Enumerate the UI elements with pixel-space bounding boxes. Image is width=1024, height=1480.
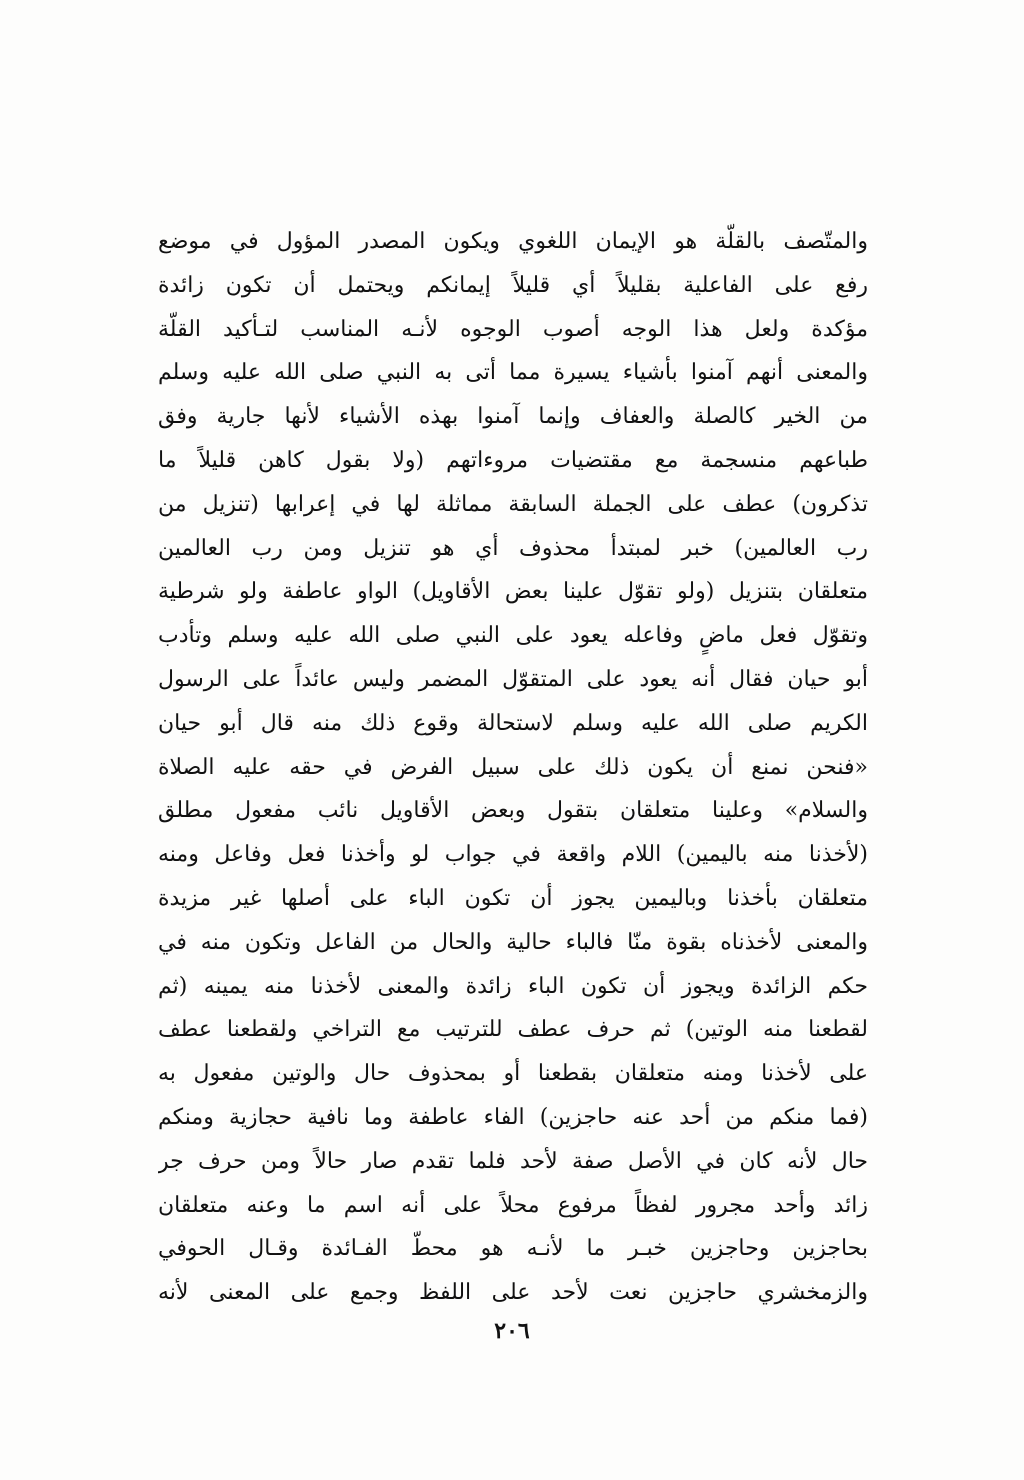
text-line: متعلقان بأخذنا وباليمين يجوز أن تكون الباء على أصلها غير مزيدة — [158, 885, 868, 911]
text-line: متعلقان بتنزيل (ولو تقوّل علينا بعض الأقاويل) الواو عاطفة ولو شرطية — [158, 579, 868, 605]
text-line: زائد وأحد مجرور لفظاً مرفوع محلاً على أنه اسم ما وعنه متعلقان — [158, 1192, 868, 1218]
text-line: على لأخذنا ومنه متعلقان بقطعنا أو بمحذوف حال والوتين مفعول به — [158, 1061, 868, 1087]
text-line: رب العالمين) خبر لمبتدأ محذوف أي هو تنزيل ومن رب العالمين — [158, 535, 868, 561]
text-line: والمعنى لأخذناه بقوة منّا فالباء حالية والحال من الفاعل وتكون منه في — [158, 929, 868, 955]
text-line: مؤكدة ولعل هذا الوجه أصوب الوجوه لأنـه المناسب لتـأكيد القلّة — [158, 316, 868, 342]
text-line: بحاجزين وحاجزين خبـر ما لأنـه هو محطّ الفـائدة وقـال الحوفي — [158, 1236, 868, 1262]
text-line: رفع على الفاعلية بقليلاً أي قليلاً إيمانكم ويحتمل أن تكون زائدة — [158, 272, 868, 298]
page-number: ٢٠٦ — [494, 1318, 530, 1344]
text-line: والزمخشري حاجزين نعت لأحد على اللفظ وجمع على المعنى لأنه — [158, 1280, 868, 1306]
text-line: والمعنى أنهم آمنوا بأشياء يسيرة مما أتى به النبي صلى الله عليه وسلم — [158, 360, 868, 386]
text-line: (لأخذنا منه باليمين) اللام واقعة في جواب لو وأخذنا فعل وفاعل ومنه — [158, 842, 868, 868]
text-line: والمتّصف بالقلّة هو الإيمان اللغوي ويكون المصدر المؤول في موضع — [158, 229, 868, 254]
text-line: من الخير كالصلة والعفاف وإنما آمنوا بهذه الأشياء لأنها جارية وفق — [158, 404, 868, 430]
text-line: لقطعنا منه الوتين) ثم حرف عطف للترتيب مع التراخي ولقطعنا عطف — [158, 1017, 868, 1043]
text-line: حكم الزائدة ويجوز أن تكون الباء زائدة والمعنى لأخذنا منه يمينه (ثم — [158, 973, 868, 999]
body-text — [158, 220, 868, 1315]
text-line: وتقوّل فعل ماضٍ وفاعله يعود على النبي صلى الله عليه وسلم وتأدب — [158, 623, 868, 649]
text-line: والسلام» وعلينا متعلقان بتقول وبعض الأقاويل نائب مفعول مطلق — [158, 798, 868, 824]
text-line: أبو حيان فقال أنه يعود على المتقوّل المضمر وليس عائداً على الرسول — [158, 666, 868, 692]
text-line: (فما منكم من أحد عنه حاجزين) الفاء عاطفة وما نافية حجازية ومنكم — [158, 1104, 868, 1130]
text-line: الكريم صلى الله عليه وسلم لاستحالة وقوع ذلك منه قال أبو حيان — [158, 710, 868, 736]
text-line: طباعهم منسجمة مع مقتضيات مروءاتهم (ولا بقول كاهن قليلاً ما — [158, 447, 868, 473]
text-line: حال لأنه كان في الأصل صفة لأحد فلما تقدم صار حالاً ومن حرف جر — [158, 1148, 868, 1174]
text-line: «فنحن نمنع أن يكون ذلك على سبيل الفرض في حقه عليه الصلاة — [158, 754, 868, 780]
text-line: تذكرون) عطف على الجملة السابقة مماثلة لها في إعرابها (تنزيل من — [158, 491, 868, 517]
